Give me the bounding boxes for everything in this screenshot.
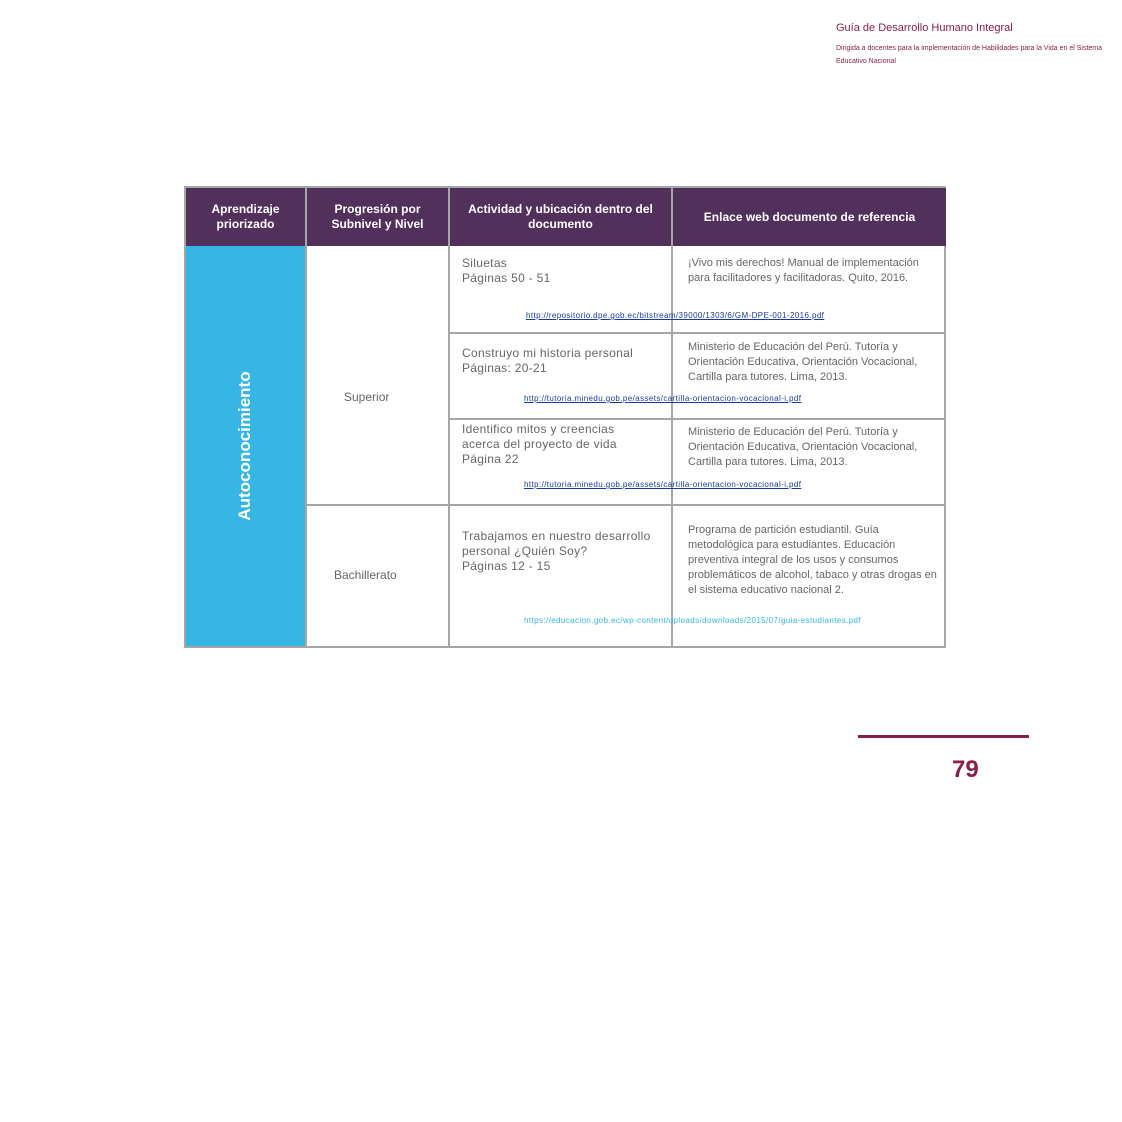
divider	[448, 332, 944, 334]
activity-cell: Identifico mitos y creencias acerca del proyecto de vida Página 22	[462, 422, 617, 466]
activity-cell: Trabajamos en nuestro desarrollo personal ¿Quién Soy? Páginas 12 - 15	[462, 529, 651, 573]
reference-link[interactable]: http://tutoria.minedu.gob.pe/assets/cartilla-orientacion-vocacional-i.pdf	[524, 394, 802, 403]
reference-cell: Ministerio de Educación del Perú. Tutoría y Orientación Educativa, Orientación Vocacional, Cartilla para tutores. Lima, 2013.	[688, 426, 918, 468]
document-header	[836, 22, 1106, 68]
divider	[448, 418, 944, 420]
level-superior: Superior	[344, 390, 390, 404]
reference-cell: Programa de partición estudiantil. Guía metodológica para estudiantes. Educación preventiva integral de los usos y consumos problemáticos de alcohol, tabaco y otras drogas en el sistema educativo nacional 2.	[688, 524, 937, 596]
document-subtitle: Dirigida a docentes para la implementación de Habilidades para la Vida en el Sistema Educativo Nacional	[836, 45, 1103, 65]
reference-cell: Ministerio de Educación del Perú. Tutoría y Orientación Educativa, Orientación Vocacional, Cartilla para tutores. Lima, 2013.	[688, 341, 918, 383]
document-title: Guía de Desarrollo Humano Integral	[836, 22, 1013, 34]
reference-link[interactable]: http://repositorio.dpe.gob.ec/bitstream/39000/1303/6/GM-DPE-001-2016.pdf	[526, 311, 825, 320]
column-header-actividad: Actividad y ubicación dentro del documento	[450, 188, 671, 246]
reference-link[interactable]: https://educacion.gob.ec/wp-content/uploads/downloads/2015/07/guia-estudiantes.pdf	[524, 616, 862, 625]
aprendizaje-cell	[186, 246, 305, 646]
divider	[305, 188, 307, 646]
divider	[305, 504, 944, 506]
column-header-aprendizaje: Aprendizaje priorizado	[186, 188, 305, 246]
reference-link[interactable]: http://tutoria.minedu.gob.pe/assets/cartilla-orientacion-vocacional-i.pdf	[524, 480, 802, 489]
divider	[448, 188, 450, 646]
column-header-progresion: Progresión por Subnivel y Nivel	[307, 188, 448, 246]
page-number: 79	[952, 756, 979, 783]
level-bachillerato: Bachillerato	[334, 568, 397, 582]
divider	[671, 188, 673, 646]
reference-cell: ¡Vivo mis derechos! Manual de implementación para facilitadores y facilitadoras. Quito, 2016.	[688, 257, 919, 284]
footer-rule	[858, 735, 1029, 738]
aprendizaje-label: Autoconocimiento	[235, 371, 254, 521]
activity-cell: Construyo mi historia personal Páginas: 20-21	[462, 346, 634, 375]
column-header-enlace: Enlace web documento de referencia	[673, 188, 946, 246]
activity-cell: Siluetas Páginas 50 - 51	[462, 256, 551, 285]
reference-table	[184, 186, 946, 648]
